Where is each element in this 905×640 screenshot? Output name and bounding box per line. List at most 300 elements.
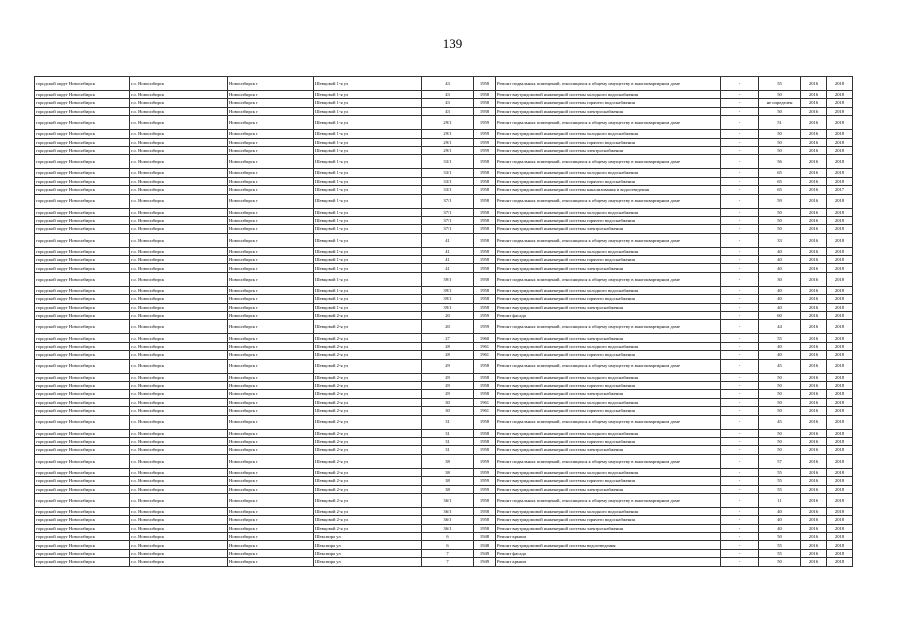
cell-municipality: городской округ Новосибирск (35, 533, 130, 541)
cell-district: г.о. Новосибирск (130, 116, 228, 130)
cell-cost: 11 (759, 493, 801, 507)
cell-dash: - (721, 493, 759, 507)
cell-dash: - (721, 477, 759, 485)
cell-municipality: городской округ Новосибирск (35, 398, 130, 406)
cell-locality: Новосибирск г (228, 272, 314, 286)
cell-municipality: городской округ Новосибирск (35, 454, 130, 468)
cell-municipality: городской округ Новосибирск (35, 91, 130, 99)
cell-district: г.о. Новосибирск (130, 312, 228, 320)
table-row (35, 225, 853, 233)
cell-cost: 40 (759, 264, 801, 272)
cell-locality: Новосибирск г (228, 116, 314, 130)
cell-locality: Новосибирск г (228, 468, 314, 476)
cell-locality: Новосибирск г (228, 477, 314, 485)
cell-dash: - (721, 216, 759, 224)
cell-cost: 59 (759, 194, 801, 208)
cell-municipality: городской округ Новосибирск (35, 286, 130, 294)
cell-house: 43 (422, 107, 474, 115)
table-row (35, 437, 853, 445)
table-row (35, 320, 853, 334)
cell-start-year: 2016 (801, 373, 827, 381)
table-row (35, 216, 853, 224)
cell-locality: Новосибирск г (228, 303, 314, 311)
cell-municipality: городской округ Новосибирск (35, 208, 130, 216)
cell-start-year: 2016 (801, 477, 827, 485)
cell-end-year: 2018 (827, 541, 853, 549)
table-row (35, 116, 853, 130)
cell-dash: - (721, 99, 759, 107)
cell-house: 36/1 (422, 524, 474, 532)
cell-start-year: 2016 (801, 507, 827, 515)
cell-start-year: 2016 (801, 390, 827, 398)
cell-year: 1958 (474, 286, 496, 294)
cell-cost: 50 (759, 429, 801, 437)
cell-house: 30 (422, 398, 474, 406)
cell-street: Шевцовой 2-я ул (314, 390, 422, 398)
cell-cost: 55 (759, 477, 801, 485)
cell-district: г.о. Новосибирск (130, 415, 228, 429)
cell-street: Шевцовой 1-я ул (314, 186, 422, 194)
cell-dash: - (721, 342, 759, 350)
table-row (35, 415, 853, 429)
cell-end-year: 2018 (827, 390, 853, 398)
cell-dash: - (721, 225, 759, 233)
cell-year: 1958 (474, 99, 496, 107)
cell-start-year: 2016 (801, 468, 827, 476)
cell-house: 37/1 (422, 194, 474, 208)
cell-work-type: Ремонт подвальных помещений, относящихся к общему имуществу в многоквартирном доме (496, 320, 721, 334)
cell-end-year: 2018 (827, 407, 853, 415)
cell-start-year: 2016 (801, 415, 827, 429)
cell-year: 1961 (474, 398, 496, 406)
cell-dash: - (721, 558, 759, 566)
cell-work-type: Ремонт подвальных помещений, относящихся к общему имуществу в многоквартирном доме (496, 194, 721, 208)
cell-year: 1959 (474, 454, 496, 468)
cell-end-year: 2018 (827, 303, 853, 311)
cell-locality: Новосибирск г (228, 549, 314, 557)
cell-start-year: 2016 (801, 437, 827, 445)
cell-street: Шевцовой 1-я ул (314, 295, 422, 303)
cell-locality: Новосибирск г (228, 454, 314, 468)
cell-cost: 50 (759, 216, 801, 224)
cell-dash: - (721, 351, 759, 359)
cell-cost: 45 (759, 415, 801, 429)
cell-year: 1959 (474, 312, 496, 320)
cell-municipality: городской округ Новосибирск (35, 130, 130, 138)
cell-district: г.о. Новосибирск (130, 256, 228, 264)
cell-start-year: 2016 (801, 533, 827, 541)
table-row (35, 390, 853, 398)
cell-district: г.о. Новосибирск (130, 169, 228, 177)
table-row (35, 295, 853, 303)
cell-end-year: 2018 (827, 437, 853, 445)
cell-dash: - (721, 272, 759, 286)
cell-work-type: Ремонт фасада (496, 549, 721, 557)
cell-cost: 55 (759, 541, 801, 549)
cell-municipality: городской округ Новосибирск (35, 155, 130, 169)
cell-end-year: 2018 (827, 146, 853, 154)
cell-work-type: Ремонт подвальных помещений, относящихся к общему имуществу в многоквартирном доме (496, 272, 721, 286)
cell-work-type: Ремонт внутридомовой инженерной системы электроснабжения (496, 146, 721, 154)
cell-work-type: Ремонт внутридомовой инженерной системы холодного водоснабжения (496, 130, 721, 138)
cell-locality: Новосибирск г (228, 295, 314, 303)
cell-house: 29/1 (422, 116, 474, 130)
cell-start-year: 2016 (801, 351, 827, 359)
cell-locality: Новосибирск г (228, 429, 314, 437)
cell-district: г.о. Новосибирск (130, 77, 228, 91)
cell-municipality: городской округ Новосибирск (35, 446, 130, 454)
cell-house: 41 (422, 256, 474, 264)
cell-municipality: городской округ Новосибирск (35, 373, 130, 381)
cell-locality: Новосибирск г (228, 107, 314, 115)
cell-locality: Новосибирск г (228, 194, 314, 208)
table-row (35, 138, 853, 146)
cell-start-year: 2016 (801, 429, 827, 437)
cell-municipality: городской округ Новосибирск (35, 407, 130, 415)
cell-street: Шевцовой 2-я ул (314, 468, 422, 476)
cell-locality: Новосибирск г (228, 225, 314, 233)
cell-dash: - (721, 208, 759, 216)
cell-dash: - (721, 549, 759, 557)
table-row (35, 429, 853, 437)
cell-cost: 40 (759, 247, 801, 255)
cell-start-year: 2016 (801, 77, 827, 91)
cell-street: Шевцовой 1-я ул (314, 272, 422, 286)
cell-cost: 51 (759, 116, 801, 130)
cell-district: г.о. Новосибирск (130, 233, 228, 247)
cell-work-type: Ремонт подвальных помещений, относящихся к общему имуществу в многоквартирном доме (496, 454, 721, 468)
cell-work-type: Ремонт внутридомовой инженерной системы холодного водоснабжения (496, 398, 721, 406)
cell-work-type: Ремонт внутридомовой инженерной системы холодного водоснабжения (496, 507, 721, 515)
cell-work-type: Ремонт крыши (496, 558, 721, 566)
cell-municipality: городской округ Новосибирск (35, 303, 130, 311)
cell-end-year: 2018 (827, 342, 853, 350)
cell-house: 39/1 (422, 295, 474, 303)
cell-street: Шевцовой 1-я ул (314, 107, 422, 115)
cell-house: 41 (422, 264, 474, 272)
cell-street: Шевцовой 2-я ул (314, 407, 422, 415)
cell-cost: 50 (759, 533, 801, 541)
cell-work-type: Ремонт внутридомовой инженерной системы электроснабжения (496, 334, 721, 342)
cell-district: г.о. Новосибирск (130, 533, 228, 541)
cell-municipality: городской округ Новосибирск (35, 233, 130, 247)
cell-street: Шевцовой 2-я ул (314, 454, 422, 468)
cell-locality: Новосибирск г (228, 334, 314, 342)
cell-dash: - (721, 138, 759, 146)
cell-district: г.о. Новосибирск (130, 225, 228, 233)
cell-year: 1958 (474, 516, 496, 524)
cell-dash: - (721, 146, 759, 154)
cell-district: г.о. Новосибирск (130, 493, 228, 507)
cell-house: 29 (422, 381, 474, 389)
cell-start-year: 2016 (801, 558, 827, 566)
cell-year: 1958 (474, 264, 496, 272)
cell-cost: 55 (759, 334, 801, 342)
cell-dash: - (721, 320, 759, 334)
cell-municipality: городской округ Новосибирск (35, 507, 130, 515)
table-row (35, 208, 853, 216)
cell-dash: - (721, 303, 759, 311)
cell-municipality: городской округ Новосибирск (35, 264, 130, 272)
cell-cost: 50 (759, 208, 801, 216)
cell-work-type: Ремонт подвальных помещений, относящихся к общему имуществу в многоквартирном доме (496, 155, 721, 169)
cell-dash: - (721, 107, 759, 115)
cell-end-year: 2018 (827, 107, 853, 115)
cell-year: 1949 (474, 558, 496, 566)
cell-end-year: 2018 (827, 138, 853, 146)
cell-start-year: 2016 (801, 493, 827, 507)
cell-dash: - (721, 256, 759, 264)
cell-start-year: 2016 (801, 247, 827, 255)
cell-street: Шевцовой 1-я ул (314, 303, 422, 311)
cell-end-year: 2018 (827, 485, 853, 493)
table-row (35, 334, 853, 342)
cell-house: 37/1 (422, 225, 474, 233)
cell-dash: - (721, 407, 759, 415)
cell-house: 7 (422, 558, 474, 566)
cell-house: 43 (422, 91, 474, 99)
cell-cost: 56 (759, 155, 801, 169)
cell-municipality: городской округ Новосибирск (35, 146, 130, 154)
cell-year: 1959 (474, 130, 496, 138)
cell-street: Шевцовой 2-я ул (314, 334, 422, 342)
cell-year: 1958 (474, 177, 496, 185)
cell-start-year: 2016 (801, 454, 827, 468)
cell-dash: - (721, 186, 759, 194)
cell-end-year: 2017 (827, 186, 853, 194)
cell-locality: Новосибирск г (228, 533, 314, 541)
cell-locality: Новосибирск г (228, 524, 314, 532)
cell-locality: Новосибирск г (228, 146, 314, 154)
cell-cost: 40 (759, 286, 801, 294)
cell-start-year: 2016 (801, 312, 827, 320)
cell-work-type: Ремонт внутридомовой инженерной системы водоотведения (496, 541, 721, 549)
cell-work-type: Ремонт внутридомовой инженерной системы электроснабжения (496, 225, 721, 233)
cell-year: 1948 (474, 541, 496, 549)
cell-municipality: городской округ Новосибирск (35, 485, 130, 493)
cell-dash: - (721, 446, 759, 454)
cell-locality: Новосибирск г (228, 407, 314, 415)
cell-work-type: Ремонт фасада (496, 312, 721, 320)
cell-house: 36/1 (422, 507, 474, 515)
cell-dash: - (721, 359, 759, 373)
cell-municipality: городской округ Новосибирск (35, 312, 130, 320)
cell-locality: Новосибирск г (228, 177, 314, 185)
cell-municipality: городской округ Новосибирск (35, 334, 130, 342)
cell-dash: - (721, 334, 759, 342)
cell-locality: Новосибирск г (228, 507, 314, 515)
cell-year: 1958 (474, 390, 496, 398)
cell-end-year: 2018 (827, 272, 853, 286)
cell-house: 38 (422, 477, 474, 485)
table-row (35, 485, 853, 493)
cell-house: 20 (422, 320, 474, 334)
cell-street: Шевцовой 2-я ул (314, 516, 422, 524)
table-row (35, 99, 853, 107)
cell-dash: - (721, 247, 759, 255)
cell-house: 27 (422, 334, 474, 342)
table-row (35, 272, 853, 286)
cell-dash: - (721, 233, 759, 247)
cell-district: г.о. Новосибирск (130, 177, 228, 185)
cell-start-year: 2016 (801, 186, 827, 194)
cell-municipality: городской округ Новосибирск (35, 342, 130, 350)
cell-end-year: 2018 (827, 359, 853, 373)
cell-municipality: городской округ Новосибирск (35, 320, 130, 334)
cell-work-type: Ремонт внутридомовой инженерной системы горячего водоснабжения (496, 99, 721, 107)
cell-end-year: 2018 (827, 334, 853, 342)
cell-dash: - (721, 77, 759, 91)
cell-locality: Новосибирск г (228, 138, 314, 146)
cell-street: Шекспира ул (314, 549, 422, 557)
table-body (35, 77, 853, 567)
cell-end-year: 2018 (827, 233, 853, 247)
cell-year: 1958 (474, 194, 496, 208)
cell-district: г.о. Новосибирск (130, 272, 228, 286)
cell-cost: 50 (759, 407, 801, 415)
cell-dash: - (721, 516, 759, 524)
cell-district: г.о. Новосибирск (130, 186, 228, 194)
cell-year: 1958 (474, 381, 496, 389)
cell-house: 31 (422, 429, 474, 437)
cell-start-year: 2016 (801, 138, 827, 146)
cell-start-year: 2016 (801, 194, 827, 208)
table-row (35, 398, 853, 406)
cell-end-year: 2018 (827, 477, 853, 485)
cell-street: Шевцовой 2-я ул (314, 485, 422, 493)
cell-end-year: 2018 (827, 295, 853, 303)
cell-street: Шевцовой 1-я ул (314, 177, 422, 185)
cell-year: 1959 (474, 116, 496, 130)
cell-street: Шевцовой 1-я ул (314, 169, 422, 177)
cell-start-year: 2016 (801, 91, 827, 99)
cell-locality: Новосибирск г (228, 208, 314, 216)
cell-cost: не определен (759, 99, 801, 107)
cell-year: 1958 (474, 373, 496, 381)
cell-locality: Новосибирск г (228, 342, 314, 350)
cell-year: 1958 (474, 295, 496, 303)
cell-start-year: 2016 (801, 177, 827, 185)
cell-district: г.о. Новосибирск (130, 381, 228, 389)
cell-start-year: 2016 (801, 146, 827, 154)
cell-dash: - (721, 286, 759, 294)
cell-house: 31 (422, 446, 474, 454)
cell-street: Шевцовой 1-я ул (314, 194, 422, 208)
cell-street: Шевцовой 2-я ул (314, 398, 422, 406)
cell-house: 31 (422, 437, 474, 445)
cell-district: г.о. Новосибирск (130, 437, 228, 445)
cell-start-year: 2016 (801, 116, 827, 130)
cell-start-year: 2016 (801, 381, 827, 389)
cell-dash: - (721, 169, 759, 177)
cell-municipality: городской округ Новосибирск (35, 247, 130, 255)
cell-locality: Новосибирск г (228, 446, 314, 454)
cell-street: Шевцовой 1-я ул (314, 146, 422, 154)
cell-district: г.о. Новосибирск (130, 138, 228, 146)
cell-year: 1958 (474, 208, 496, 216)
cell-end-year: 2018 (827, 507, 853, 515)
table-row (35, 477, 853, 485)
cell-district: г.о. Новосибирск (130, 359, 228, 373)
cell-dash: - (721, 398, 759, 406)
cell-dash: - (721, 429, 759, 437)
cell-municipality: городской округ Новосибирск (35, 272, 130, 286)
cell-district: г.о. Новосибирск (130, 194, 228, 208)
cell-start-year: 2016 (801, 169, 827, 177)
cell-locality: Новосибирск г (228, 558, 314, 566)
cell-year: 1960 (474, 334, 496, 342)
cell-street: Шевцовой 1-я ул (314, 233, 422, 247)
cell-municipality: городской округ Новосибирск (35, 116, 130, 130)
cell-end-year: 2018 (827, 468, 853, 476)
cell-cost: 60 (759, 312, 801, 320)
table-row (35, 359, 853, 373)
cell-work-type: Ремонт крыши (496, 533, 721, 541)
cell-house: 29/1 (422, 146, 474, 154)
cell-cost: 50 (759, 398, 801, 406)
cell-end-year: 2018 (827, 320, 853, 334)
cell-municipality: городской округ Новосибирск (35, 493, 130, 507)
cell-district: г.о. Новосибирск (130, 130, 228, 138)
cell-street: Шевцовой 1-я ул (314, 208, 422, 216)
cell-start-year: 2016 (801, 516, 827, 524)
cell-start-year: 2016 (801, 107, 827, 115)
cell-work-type: Ремонт внутридомовой инженерной системы холодного водоснабжения (496, 429, 721, 437)
cell-house: 36/1 (422, 493, 474, 507)
cell-street: Шевцовой 1-я ул (314, 155, 422, 169)
cell-end-year: 2018 (827, 116, 853, 130)
cell-end-year: 2018 (827, 398, 853, 406)
table-row (35, 169, 853, 177)
cell-street: Шевцовой 2-я ул (314, 493, 422, 507)
cell-locality: Новосибирск г (228, 264, 314, 272)
cell-year: 1958 (474, 216, 496, 224)
cell-start-year: 2016 (801, 334, 827, 342)
cell-municipality: городской округ Новосибирск (35, 256, 130, 264)
cell-street: Шевцовой 2-я ул (314, 381, 422, 389)
cell-cost: 55 (759, 468, 801, 476)
cell-year: 1948 (474, 533, 496, 541)
cell-municipality: городской округ Новосибирск (35, 558, 130, 566)
cell-dash: - (721, 116, 759, 130)
cell-municipality: городской округ Новосибирск (35, 225, 130, 233)
cell-end-year: 2018 (827, 558, 853, 566)
cell-municipality: городской округ Новосибирск (35, 524, 130, 532)
cell-cost: 50 (759, 225, 801, 233)
cell-work-type: Ремонт внутридомовой инженерной системы холодного водоснабжения (496, 247, 721, 255)
cell-work-type: Ремонт внутридомовой инженерной системы холодного водоснабжения (496, 373, 721, 381)
cell-year: 1958 (474, 507, 496, 515)
cell-year: 1958 (474, 359, 496, 373)
cell-cost: 40 (759, 342, 801, 350)
cell-cost: 57 (759, 454, 801, 468)
cell-end-year: 2018 (827, 446, 853, 454)
cell-end-year: 2018 (827, 533, 853, 541)
cell-year: 1958 (474, 233, 496, 247)
cell-year: 1958 (474, 186, 496, 194)
cell-year: 1958 (474, 446, 496, 454)
cell-municipality: городской округ Новосибирск (35, 429, 130, 437)
table-row (35, 454, 853, 468)
cell-locality: Новосибирск г (228, 155, 314, 169)
cell-dash: - (721, 130, 759, 138)
cell-year: 1958 (474, 107, 496, 115)
cell-street: Шевцовой 1-я ул (314, 77, 422, 91)
cell-locality: Новосибирск г (228, 415, 314, 429)
cell-street: Шевцовой 2-я ул (314, 446, 422, 454)
cell-work-type: Ремонт внутридомовой инженерной системы холодного водоснабжения (496, 91, 721, 99)
table-row (35, 468, 853, 476)
